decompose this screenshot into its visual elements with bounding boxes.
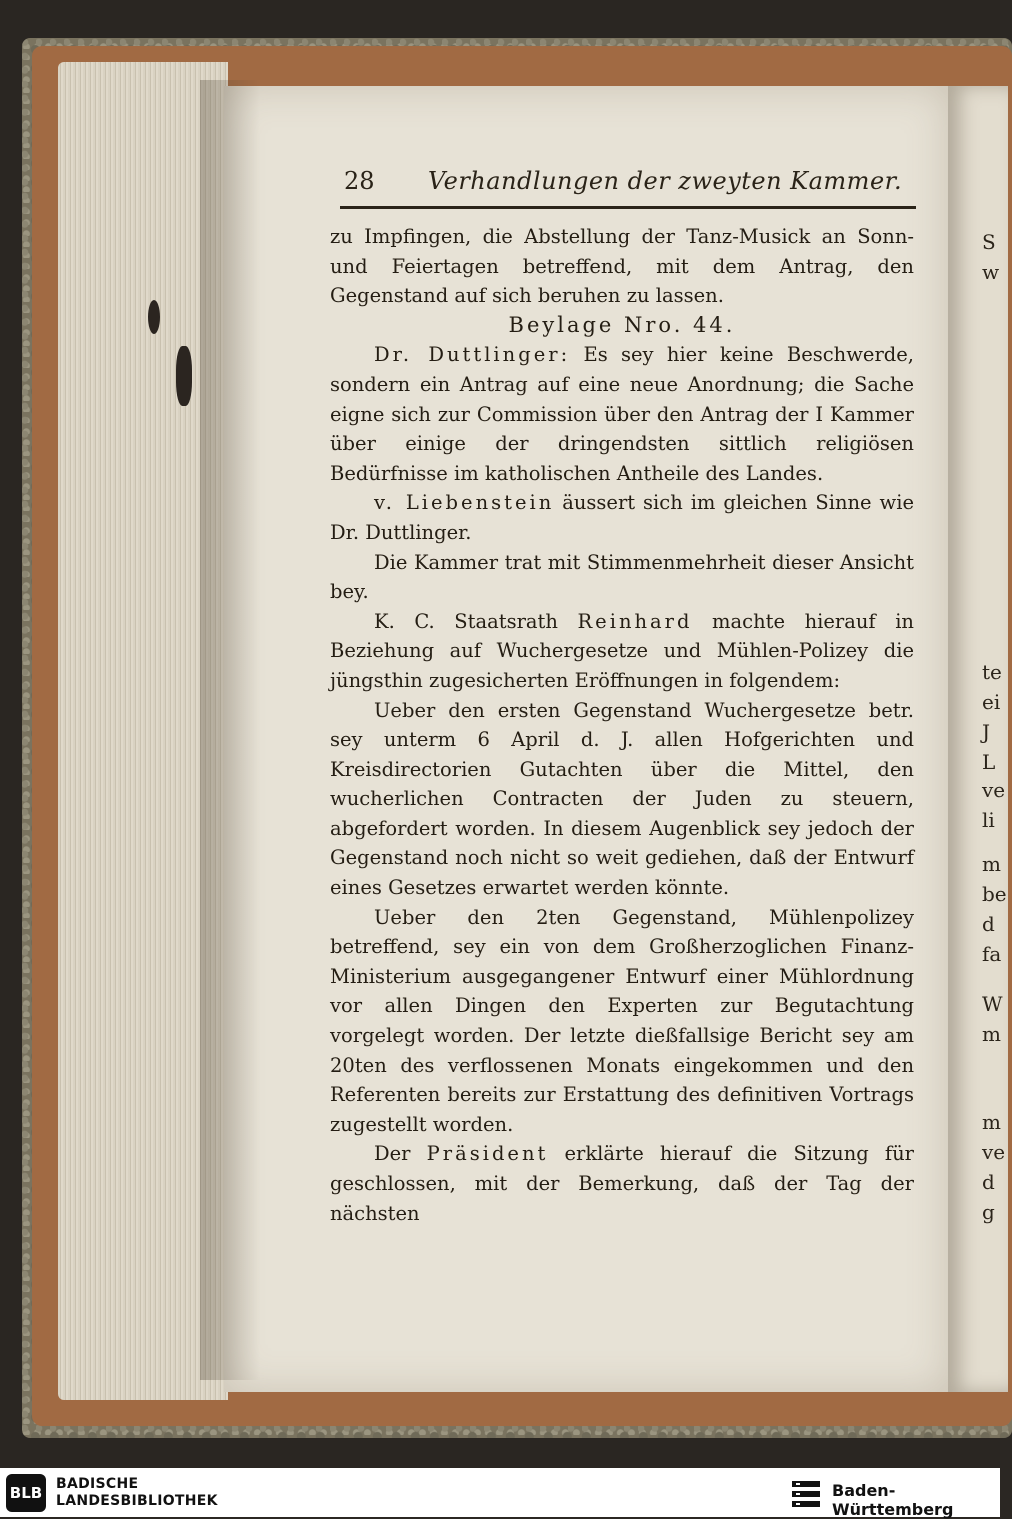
paragraph	[330, 340, 914, 488]
speaker-name: Dr. Duttlinger:	[374, 343, 571, 367]
fragment: li	[982, 808, 995, 832]
fragment: ei	[982, 690, 1001, 714]
paragraph-text: erklärte hierauf die Sitzung für geschlossen, mit der Bemerkung, daß der Tag der nächsten	[330, 1142, 915, 1225]
paragraph-text: Es sey hier keine Beschwerde, sondern ein Antrag auf eine neue Anordnung; die Sache eigne sich zur Commission über den Antrag der I Kammer über einige der dringendsten sittlich religiösen Bedürfnisse im katholischen Antheile des Landes.	[330, 343, 914, 485]
ink-spot	[148, 300, 160, 334]
fragment: te	[982, 660, 1002, 684]
running-head-title: Verhandlungen der zweyten Kammer.	[428, 167, 903, 195]
library-name	[56, 1476, 218, 1510]
paragraph-text: äussert sich im gleichen Sinne wie Dr. Duttlinger.	[330, 491, 914, 544]
state-name[interactable]: Baden-Württemberg	[832, 1481, 954, 1519]
paragraph-text: machte hierauf in Beziehung auf Wuchergesetze und Mühlen-Polizey die jüngsthin zugesicherten Eröffnungen in folgendem:	[330, 609, 914, 692]
fragment: w	[982, 260, 1000, 284]
library-name-line2: LANDESBIBLIOTHEK	[56, 1493, 218, 1509]
gutter-shadow	[200, 80, 260, 1380]
fragment: be	[982, 882, 1007, 906]
fragment: J	[982, 720, 991, 744]
section-heading: Beylage Nro. 44.	[508, 312, 736, 337]
library-name-line1: BADISCHE	[56, 1476, 139, 1492]
page-number: 28	[344, 167, 375, 195]
paragraph: Ueber den 2ten Gegenstand, Mühlenpolizey betreffend, sey ein von dem Großherzoglichen Finanz-Ministerium ausgegangener Entwurf einer Mühlordnung vor allen Dingen den Experten zur Begutachtung vorgelegt worden. Der letzte dießfallsige Bericht sey am 20ten des verflossenen Monats eingekommen und den Referenten bereits zur Erstattung des definitiven Vortrags zugestellt worden.	[330, 905, 914, 1136]
fragment: ve	[982, 778, 1006, 802]
paragraph: Ueber den ersten Gegenstand Wuchergesetze betr. sey unterm 6 April d. J. allen Hofgerichten und Kreisdirectorien Gutachten über die Mittel, den wucherlichen Contracten der Juden zu steuern, abgefordert worden. In diesem Augenblick sey jedoch der Gegenstand noch nicht so weit gediehen, daß der Entwurf eines Gesetzes erwartet werden könnte.	[330, 698, 914, 900]
ink-spot	[176, 346, 192, 406]
fragment: ve	[982, 1140, 1006, 1164]
paragraph	[330, 488, 914, 547]
fragment: L	[982, 750, 996, 774]
fragment: fa	[982, 942, 1002, 966]
running-head	[340, 163, 920, 203]
paragraph: Die Kammer trat mit Stimmenmehrheit dieser Ansicht bey.	[330, 550, 914, 604]
fragment: m	[982, 852, 1001, 876]
paragraph-text: Der	[374, 1142, 427, 1166]
library-footer	[0, 1468, 1000, 1517]
lion-emblem-icon	[790, 1478, 822, 1510]
blb-logo[interactable]: BLB	[6, 1474, 46, 1512]
fragment: g	[982, 1200, 995, 1224]
paragraph	[330, 1139, 914, 1228]
page-body-text	[330, 222, 914, 1228]
speaker-name: v. Liebenstein	[374, 491, 555, 515]
paragraph-text: K. C. Staatsrath	[374, 609, 578, 633]
fragment: m	[982, 1110, 1001, 1134]
fragment: S	[982, 230, 996, 254]
speaker-name: Präsident	[426, 1142, 549, 1166]
fragment: d	[982, 912, 995, 936]
fragment: W	[982, 992, 1003, 1016]
speaker-name: Reinhard	[577, 609, 693, 633]
paragraph: zu Impfingen, die Abstellung der Tanz-Musick an Sonn- und Feiertagen betreffend, mit dem Antrag, den Gegenstand auf sich beruhen zu lassen.	[330, 225, 914, 308]
fragment: m	[982, 1022, 1001, 1046]
fragment: d	[982, 1170, 995, 1194]
head-rule	[340, 206, 916, 209]
paragraph	[330, 607, 914, 696]
